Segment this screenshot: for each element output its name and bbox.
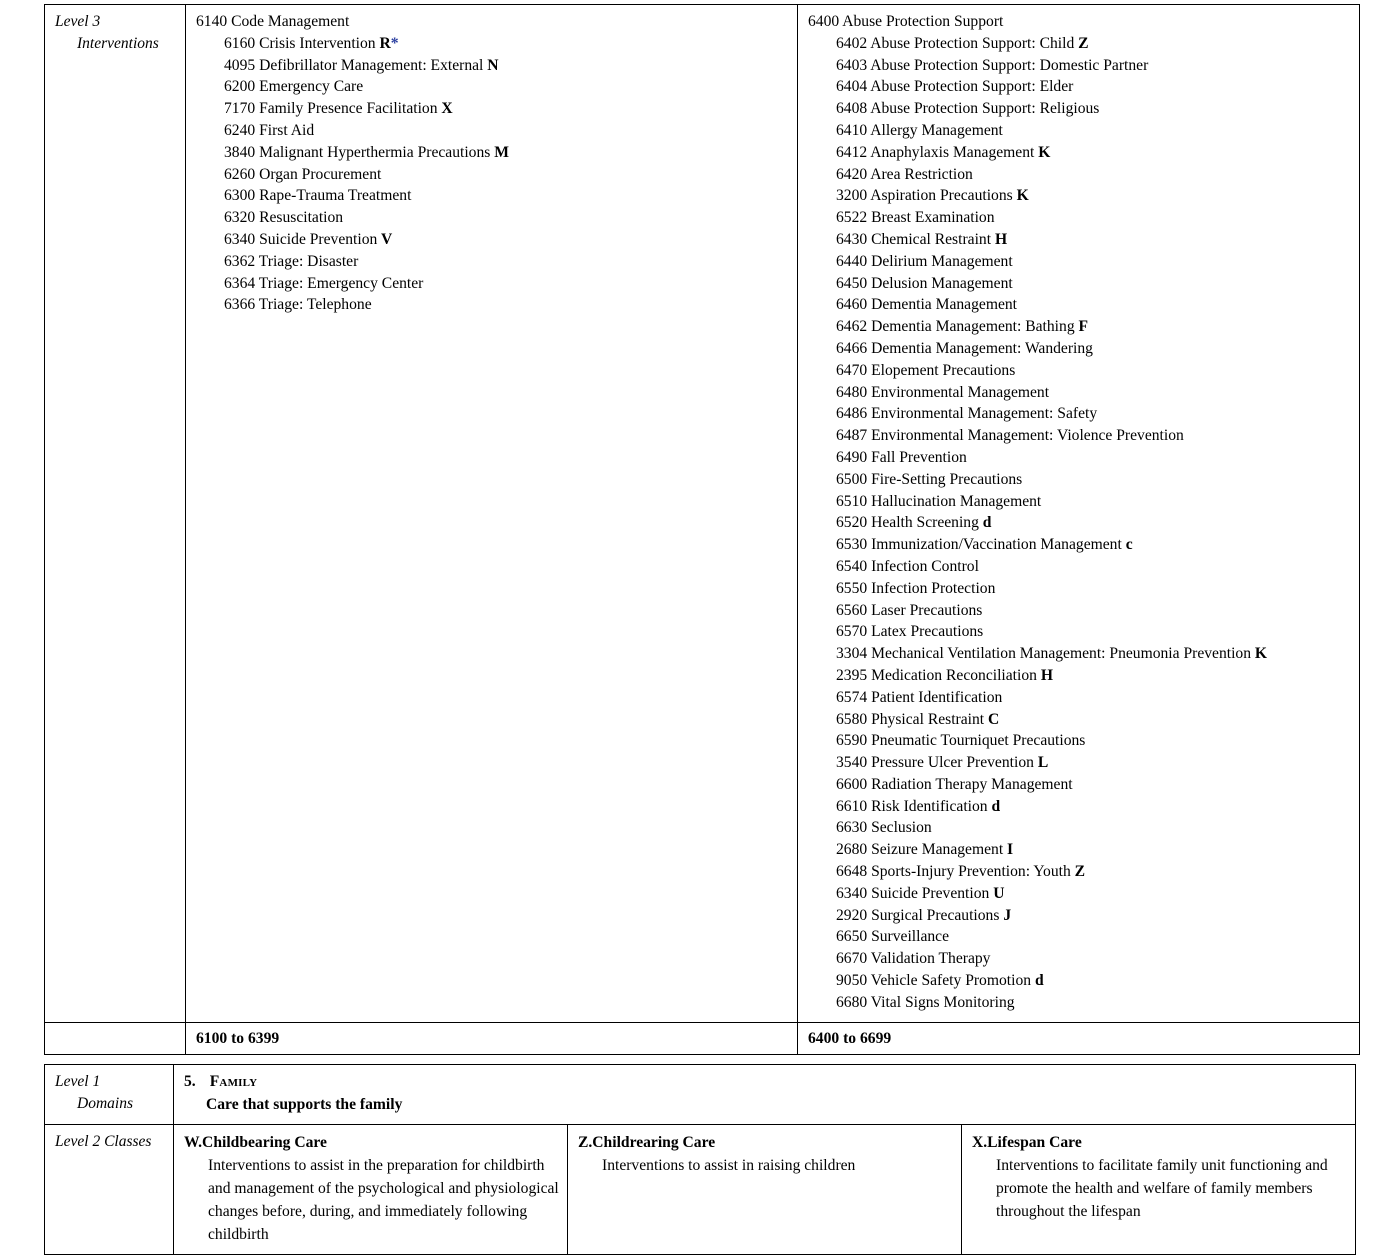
intervention-list-b <box>798 5 1359 1022</box>
level1-label-line2: Domains <box>77 1095 133 1112</box>
intervention-letter: M <box>490 143 509 161</box>
intervention-letter: d <box>987 797 1001 815</box>
intervention-item: 6550 Infection Protection <box>836 579 996 597</box>
level3-label-line1: Level 3 <box>55 13 101 30</box>
intervention-item: 6160 Crisis Intervention R* <box>224 34 399 52</box>
intervention-item: 6408 Abuse Protection Support: Religious <box>836 100 1100 118</box>
intervention-item: 6260 Organ Procurement <box>224 165 382 183</box>
intervention-item: 6520 Health Screening d <box>836 514 992 532</box>
range-a: 6100 to 6399 <box>196 1029 280 1047</box>
level3-label-line2: Interventions <box>77 34 159 52</box>
intervention-item: 6510 Hallucination Management <box>836 492 1042 510</box>
intervention-item: 6420 Area Restriction <box>836 165 973 183</box>
intervention-item: 6466 Dementia Management: Wandering <box>836 339 1093 357</box>
intervention-item: 6530 Immunization/Vaccination Management c <box>836 536 1133 554</box>
intervention-item: 6590 Pneumatic Tourniquet Precautions <box>836 732 1086 750</box>
intervention-letter: L <box>1033 754 1049 772</box>
intervention-letter: U <box>989 884 1005 902</box>
intervention-item: 6670 Validation Therapy <box>836 950 991 968</box>
intervention-item: 7170 Family Presence Facilitation X <box>224 100 453 118</box>
intervention-item: 6470 Elopement Precautions <box>836 361 1016 379</box>
intervention-item: 6340 Suicide Prevention U <box>836 884 1005 902</box>
intervention-item: 3304 Mechanical Ventilation Management: Pneumonia Prevention K <box>836 645 1268 663</box>
level1-row <box>45 1065 1356 1125</box>
level1-label-line1: Level 1 <box>55 1073 101 1090</box>
intervention-item: 6460 Dementia Management <box>836 296 1018 314</box>
intervention-letter: X <box>437 100 453 118</box>
range-cell-a <box>186 1022 798 1055</box>
intervention-item: 6610 Risk Identification d <box>836 797 1001 815</box>
intervention-item: 6648 Sports-Injury Prevention: Youth Z <box>836 863 1086 881</box>
intervention-item: 6522 Breast Examination <box>836 209 995 227</box>
intervention-item: 6490 Fall Prevention <box>836 448 967 466</box>
intervention-item: 6200 Emergency Care <box>224 78 364 96</box>
domain-name: Family <box>209 1073 258 1090</box>
intervention-item: 4095 Defibrillator Management: External N <box>224 56 499 74</box>
intervention-letter: c <box>1121 536 1133 554</box>
class-title-childbearing: W.Childbearing Care <box>184 1134 327 1151</box>
intervention-letter: K <box>1034 143 1051 161</box>
class-cell-lifespan <box>962 1125 1356 1255</box>
intervention-item: 6650 Surveillance <box>836 928 950 946</box>
intervention-item: 6580 Physical Restraint C <box>836 710 1000 728</box>
class-title-lifespan: X.Lifespan Care <box>972 1134 1082 1151</box>
intervention-letter: H <box>991 230 1008 248</box>
class-title-childrearing: Z.Childrearing Care <box>578 1134 716 1151</box>
domain-block <box>174 1065 1355 1124</box>
intervention-list-a <box>186 5 797 324</box>
intervention-item: 6600 Radiation Therapy Management <box>836 775 1073 793</box>
intervention-item: 2680 Seizure Management I <box>836 841 1014 859</box>
intervention-item: 2920 Surgical Precautions J <box>836 906 1012 924</box>
intervention-item: 6402 Abuse Protection Support: Child Z <box>836 34 1089 52</box>
intervention-item: 6430 Chemical Restraint H <box>836 230 1008 248</box>
class-block-lifespan <box>962 1125 1355 1231</box>
intervention-header: 6140 Code Management <box>196 13 350 30</box>
intervention-item: 6462 Dementia Management: Bathing F <box>836 318 1089 336</box>
range-cell-b <box>798 1022 1360 1055</box>
intervention-item: 6340 Suicide Prevention V <box>224 230 393 248</box>
domain-description: Care that supports the family <box>206 1095 403 1113</box>
intervention-item: 9050 Vehicle Safety Promotion d <box>836 972 1044 990</box>
intervention-item: 6480 Environmental Management <box>836 383 1050 401</box>
intervention-letter: F <box>1074 318 1089 336</box>
intervention-item: 6362 Triage: Disaster <box>224 252 359 270</box>
intervention-item: 6540 Infection Control <box>836 557 979 575</box>
range-label-cell <box>45 1022 186 1055</box>
intervention-letter: H <box>1036 666 1053 684</box>
intervention-column-a <box>186 5 798 1023</box>
intervention-item: 6487 Environmental Management: Violence Prevention <box>836 427 1184 445</box>
intervention-item: 6570 Latex Precautions <box>836 623 984 641</box>
intervention-item: 6440 Delirium Management <box>836 252 1013 270</box>
domain-number: 5. <box>184 1073 196 1090</box>
intervention-item: 6320 Resuscitation <box>224 209 344 227</box>
intervention-item: 6500 Fire-Setting Precautions <box>836 470 1023 488</box>
intervention-letter: J <box>999 906 1012 924</box>
intervention-letter: K <box>1251 645 1268 663</box>
intervention-item: 6240 First Aid <box>224 121 315 139</box>
intervention-item: 6560 Laser Precautions <box>836 601 983 619</box>
intervention-letter: Z <box>1070 863 1086 881</box>
level1-label-cell <box>45 1065 174 1125</box>
intervention-letter: V <box>377 230 393 248</box>
level3-label-cell <box>45 5 186 1023</box>
level3-interventions-table <box>44 4 1360 1055</box>
level2-label: Level 2 Classes <box>55 1133 152 1150</box>
asterisk-marker: * <box>390 34 399 52</box>
intervention-item: 6300 Rape-Trauma Treatment <box>224 187 412 205</box>
intervention-item: 6630 Seclusion <box>836 819 932 837</box>
intervention-item: 6364 Triage: Emergency Center <box>224 274 424 292</box>
class-cell-childrearing <box>568 1125 962 1255</box>
intervention-letter: R <box>375 34 391 52</box>
intervention-item: 6486 Environmental Management: Safety <box>836 405 1098 423</box>
intervention-item: 6450 Delusion Management <box>836 274 1013 292</box>
class-block-childbearing <box>174 1125 567 1254</box>
table-row <box>45 5 1360 1023</box>
level1-level2-table <box>44 1064 1356 1255</box>
intervention-letter: d <box>1031 972 1044 990</box>
intervention-item: 6412 Anaphylaxis Management K <box>836 143 1051 161</box>
intervention-letter: K <box>1012 187 1029 205</box>
class-block-childrearing <box>568 1125 961 1185</box>
level2-label-cell <box>45 1125 174 1255</box>
class-desc-lifespan: Interventions to facilitate family unit functioning and promote the health and welfare of family members throughout the lifespan <box>996 1157 1328 1220</box>
domain-heading <box>184 1071 1347 1094</box>
level1-label <box>45 1065 173 1121</box>
table-row-ranges <box>45 1022 1360 1055</box>
range-b: 6400 to 6699 <box>808 1029 892 1047</box>
intervention-item: 2395 Medication Reconciliation H <box>836 666 1053 684</box>
intervention-letter: Z <box>1074 34 1089 52</box>
class-desc-childrearing: Interventions to assist in raising children <box>602 1157 856 1174</box>
intervention-column-b <box>798 5 1360 1023</box>
intervention-letter: I <box>1003 841 1014 859</box>
level2-row <box>45 1125 1356 1255</box>
intervention-item: 3540 Pressure Ulcer Prevention L <box>836 754 1049 772</box>
domain-cell <box>174 1065 1356 1125</box>
intervention-item: 6410 Allergy Management <box>836 121 1003 139</box>
class-desc-childbearing: Interventions to assist in the preparation for childbirth and management of the psychological and physiological changes before, during, and immediately following childbirth <box>208 1157 559 1243</box>
intervention-item: 6680 Vital Signs Monitoring <box>836 993 1015 1011</box>
intervention-item: 6366 Triage: Telephone <box>224 296 372 314</box>
intervention-item: 3840 Malignant Hyperthermia Precautions M <box>224 143 509 161</box>
intervention-letter: C <box>984 710 1000 728</box>
intervention-letter: N <box>483 56 499 74</box>
intervention-item: 3200 Aspiration Precautions K <box>836 187 1029 205</box>
intervention-header: 6400 Abuse Protection Support <box>808 13 1004 30</box>
level3-label <box>45 5 185 55</box>
intervention-item: 6404 Abuse Protection Support: Elder <box>836 78 1074 96</box>
class-cell-childbearing <box>174 1125 568 1255</box>
intervention-letter: d <box>978 514 992 532</box>
intervention-item: 6403 Abuse Protection Support: Domestic Partner <box>836 56 1149 74</box>
intervention-item: 6574 Patient Identification <box>836 688 1003 706</box>
